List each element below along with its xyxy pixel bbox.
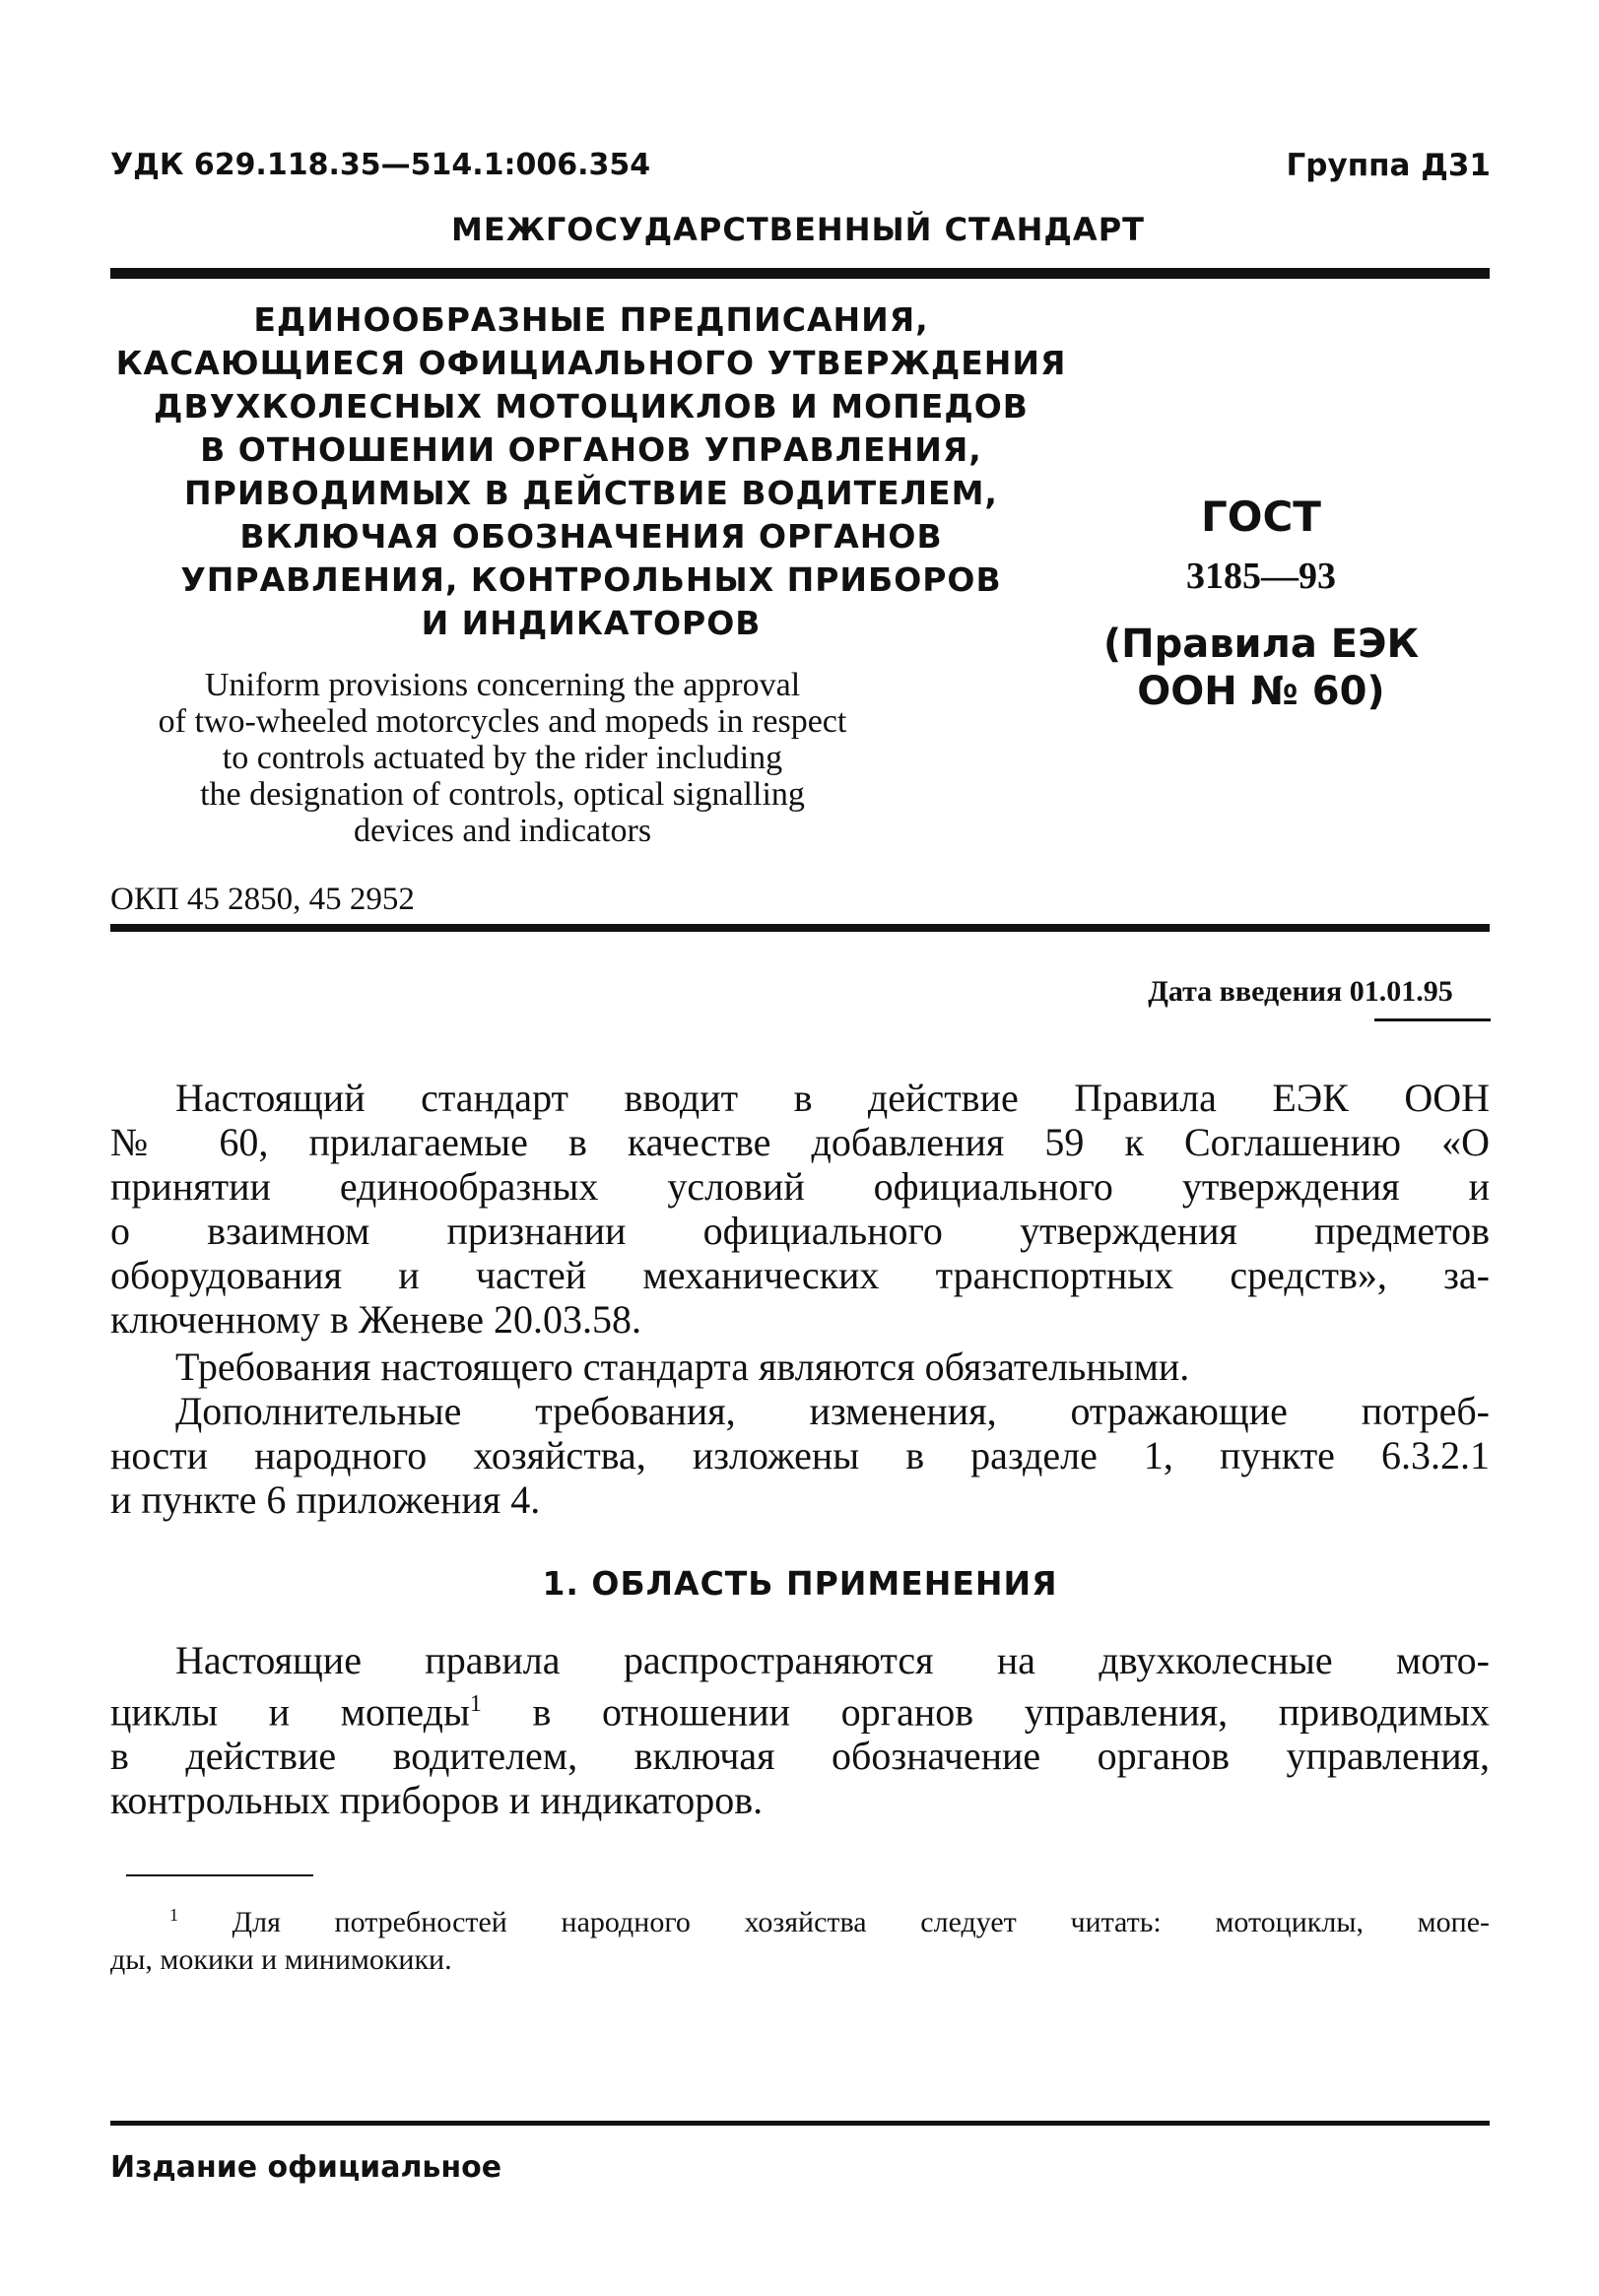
- paragraph-line: Настоящий стандарт вводит в действие Правила ЕЭК ООН: [175, 1076, 1490, 1120]
- paragraph-line: № 60, прилагаемые в качестве добавления 59 к Соглашению «О: [110, 1120, 1490, 1164]
- title-ru-line: КАСАЮЩИЕСЯ ОФИЦИАЛЬНОГО УТВЕРЖДЕНИЯ: [115, 344, 1067, 382]
- interstate-standard-heading: МЕЖГОСУДАРСТВЕННЫЙ СТАНДАРТ: [451, 211, 1145, 248]
- title-en-line: to controls actuated by the rider including: [222, 740, 783, 776]
- udk-code: УДК 629.118.35—514.1:006.354: [110, 148, 651, 182]
- okp-code: ОКП 45 2850, 45 2952: [110, 882, 415, 917]
- intro-date: Дата введения 01.01.95: [1148, 975, 1453, 1008]
- paragraph-intro: [110, 1076, 1490, 1342]
- paragraph-fragment: циклы и мопеды: [110, 1689, 470, 1735]
- title-en-line: Uniform provisions concerning the approval: [204, 667, 801, 703]
- title-ru-line: УПРАВЛЕНИЯ, КОНТРОЛЬНЫХ ПРИБОРОВ: [180, 560, 1002, 599]
- footnote: [110, 1896, 1490, 1979]
- gost-number: 3185—93: [1186, 556, 1336, 597]
- title-ru: [99, 298, 1084, 645]
- paragraph-line: ключенному в Женеве 20.03.58.: [110, 1297, 642, 1342]
- title-ru-line: И ИНДИКАТОРОВ: [421, 604, 762, 642]
- official-edition: Издание официальное: [110, 2150, 502, 2185]
- gost-label: ГОСТ: [1201, 492, 1321, 541]
- intro-date-underline: [1374, 1018, 1491, 1021]
- footnote-line: [110, 1896, 1490, 1941]
- title-en-line: the designation of controls, optical signalling: [200, 776, 805, 813]
- footnote-mark: 1: [169, 1905, 178, 1925]
- title-ru-line: ДВУХКОЛЕСНЫХ МОТОЦИКЛОВ И МОПЕДОВ: [154, 387, 1029, 426]
- gost-un-rule: [1094, 621, 1429, 715]
- paragraph-fragment: в отношении органов управления, приводимых: [481, 1689, 1490, 1735]
- paragraph-line: принятии единообразных условий официального утверждения и: [110, 1164, 1490, 1209]
- title-ru-line: ЕДИНООБРАЗНЫЕ ПРЕДПИСАНИЯ,: [253, 300, 929, 339]
- section-heading: 1. ОБЛАСТЬ ПРИМЕНЕНИЯ: [542, 1564, 1058, 1603]
- paragraph-line: [110, 1682, 1490, 1734]
- bottom-rule: [110, 2121, 1490, 2126]
- title-en-line: devices and indicators: [353, 813, 652, 849]
- paragraph-line: Настоящие правила распространяются на двухколесные мото-: [175, 1638, 1490, 1682]
- paragraph-line: контрольных приборов и индикаторов.: [110, 1778, 764, 1823]
- footnote-line: ды, мокики и минимокики.: [110, 1943, 452, 1976]
- paragraph-mandatory: Требования настоящего стандарта являются обязательными.: [175, 1345, 1190, 1389]
- footnote-separator: [126, 1874, 313, 1876]
- paragraph-line: о взаимном признании официального утверждения предметов: [110, 1209, 1490, 1253]
- footnote-text: Для потребностей народного хозяйства следует читать: мотоциклы, мопе-: [178, 1906, 1490, 1938]
- middle-thick-rule: [110, 924, 1490, 932]
- paragraph-line: ности народного хозяйства, изложены в разделе 1, пункте 6.3.2.1: [110, 1433, 1490, 1477]
- title-ru-line: ВКЛЮЧАЯ ОБОЗНАЧЕНИЯ ОРГАНОВ: [239, 517, 943, 556]
- paragraph-line: Дополнительные требования, изменения, отражающие потреб-: [175, 1389, 1490, 1433]
- top-thick-rule: [110, 268, 1490, 279]
- title-ru-line: В ОТНОШЕНИИ ОРГАНОВ УПРАВЛЕНИЯ,: [200, 430, 982, 469]
- paragraph-additional: [110, 1389, 1490, 1522]
- title-en-line: of two-wheeled motorcycles and mopeds in respect: [158, 703, 847, 740]
- paragraph-line: оборудования и частей механических транспортных средств», за-: [110, 1253, 1490, 1297]
- title-ru-line: ПРИВОДИМЫХ В ДЕЙСТВИЕ ВОДИТЕЛЕМ,: [184, 474, 998, 512]
- paragraph-line: в действие водителем, включая обозначение органов управления,: [110, 1734, 1490, 1779]
- title-en: [99, 667, 906, 849]
- group-code: Группа Д31: [1286, 148, 1491, 183]
- gost-un-rule-line: (Правила ЕЭК: [1102, 622, 1420, 667]
- section-scope-text: [110, 1638, 1490, 1822]
- gost-un-rule-line: ООН № 60): [1137, 669, 1385, 714]
- paragraph-line: и пункте 6 приложения 4.: [110, 1477, 541, 1522]
- footnote-reference: 1: [469, 1691, 482, 1717]
